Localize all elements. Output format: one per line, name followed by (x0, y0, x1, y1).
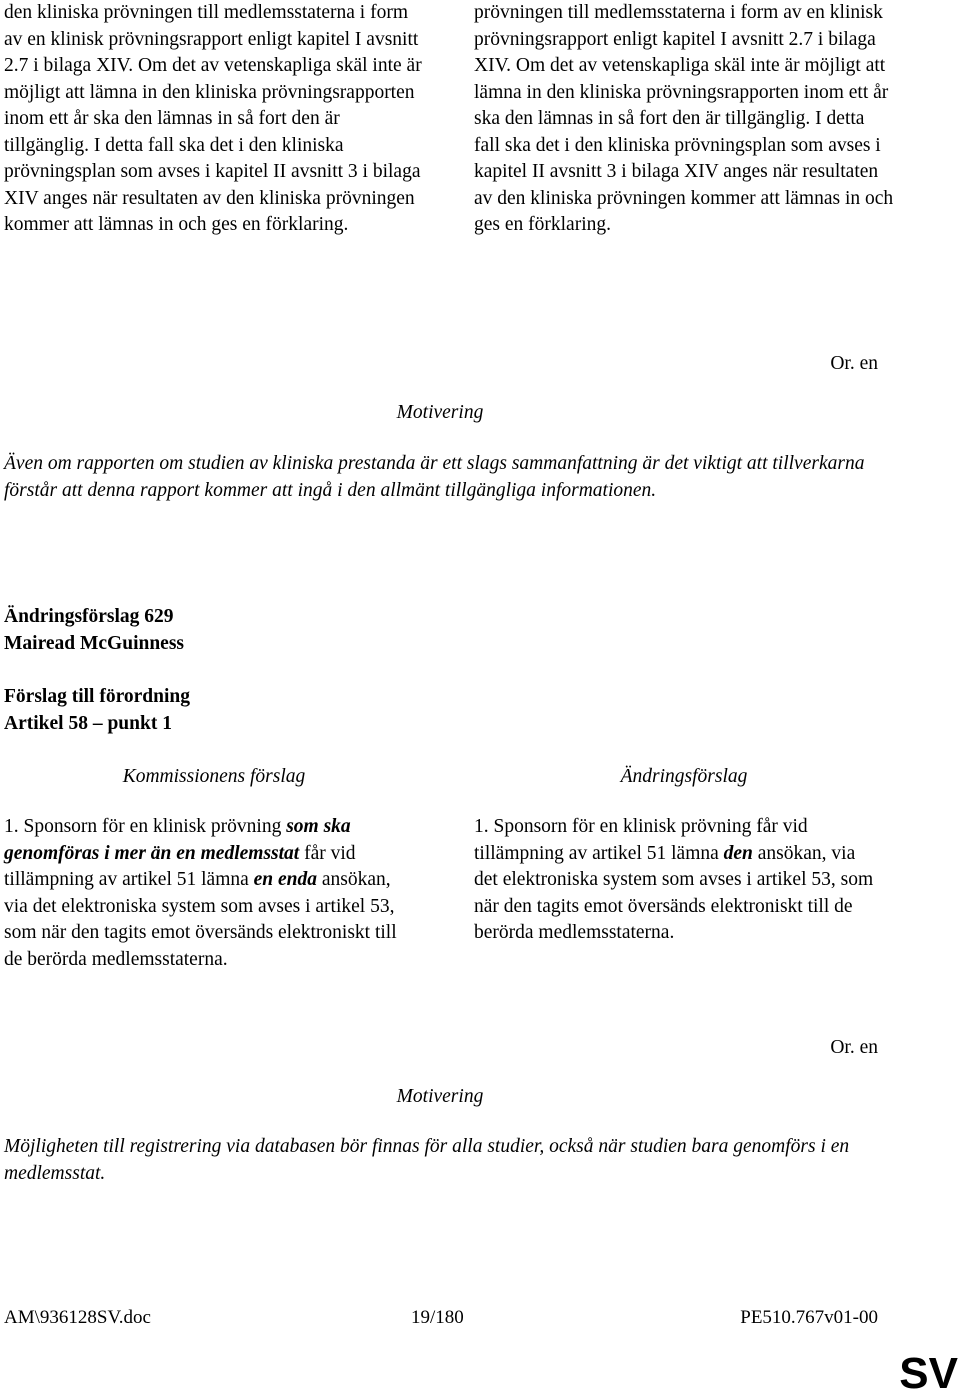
right-column-header: Ändringsförslag (620, 766, 748, 787)
footer-doc-reference: AM\936128SV.doc (4, 1307, 151, 1328)
motivering-text-2: Möjligheten till registrering via databasen bör finnas för alla studier, också när studien bara genomförs i en medlemsstat. (4, 1136, 850, 1184)
left-body-part-3: ansökan, via det elektroniska system som avses i artikel 53, som när den tagits emot översänds elektroniskt till de berörda medlemsstaterna. (4, 869, 397, 970)
right-body-emphasis-1: den (723, 842, 753, 864)
motivering-heading-1: Motivering (396, 402, 484, 423)
article-reference: Artikel 58 – punkt 1 (4, 713, 172, 734)
top-right-paragraph: prövningen till medlemsstaterna i form av en klinisk prövningsrapport enligt kapitel I avsnitt 2.7 i bilaga XIV. Om det av vetenskapliga skäl inte är möjligt att lämna in den kliniska prövningsrapporten inom ett år ska den lämnas in så fort den är tillgänglig. I detta fall ska det i den kliniska prövningsplan som avses i kapitel II avsnitt 3 i bilaga XIV anges när resultaten av den kliniska prövningen kommer att lämnas in och ges en förklaring. (474, 2, 894, 235)
motivering-text-1: Även om rapporten om studien av kliniska prestanda är ett slags sammanfattning är det viktigt att tillverkarna förstår att denna rapport kommer att ingå i den allmänt tillgängliga informationen. (4, 453, 865, 501)
right-body-part-2: ansökan, via det elektroniska system som avses i artikel 53, som när den tagits emot översänds elektroniskt till de berörda medlemsstaterna. (474, 842, 874, 943)
footer-page-number: 19/180 (411, 1307, 464, 1328)
left-column-body (4, 814, 404, 973)
left-body-emphasis-1: som ska genomföras i mer än en medlemsstat (4, 816, 351, 864)
left-body-emphasis-2: en enda (253, 869, 318, 890)
left-body-part-1: 1. Sponsorn för en klinisk prövning (4, 816, 287, 837)
top-left-paragraph: den kliniska prövningen till medlemsstaterna i form av en klinisk prövningsrapport enligt kapitel I avsnitt 2.7 i bilaga XIV. Om det av vetenskapliga skäl inte är möjligt att lämna in den kliniska prövningsrapporten inom ett år ska den lämnas in så fort den är tillgänglig. I detta fall ska det i den kliniska prövningsplan som avses i kapitel II avsnitt 3 i bilaga XIV anges när resultaten av den kliniska prövningen kommer att lämnas in och ges en förklaring. (4, 2, 422, 235)
amendment-author: Mairead McGuinness (4, 633, 185, 654)
right-column-body (474, 814, 874, 947)
motivering-heading-2: Motivering (396, 1086, 484, 1107)
language-badge: SV (899, 1349, 958, 1398)
left-body-part-2: får vid tillämpning av artikel 51 lämna (4, 842, 356, 890)
left-column-header: Kommissionens förslag (122, 766, 306, 787)
footer-pe-reference: PE510.767v01-00 (740, 1307, 878, 1328)
proposal-title: Förslag till förordning (4, 686, 190, 707)
right-body-part-1: 1. Sponsorn för en klinisk prövning får vid tillämpning av artikel 51 lämna (474, 816, 808, 864)
original-language-note-1: Or. en (830, 353, 878, 374)
amendment-number: Ändringsförslag 629 (4, 606, 174, 627)
original-language-note-2: Or. en (830, 1037, 878, 1058)
